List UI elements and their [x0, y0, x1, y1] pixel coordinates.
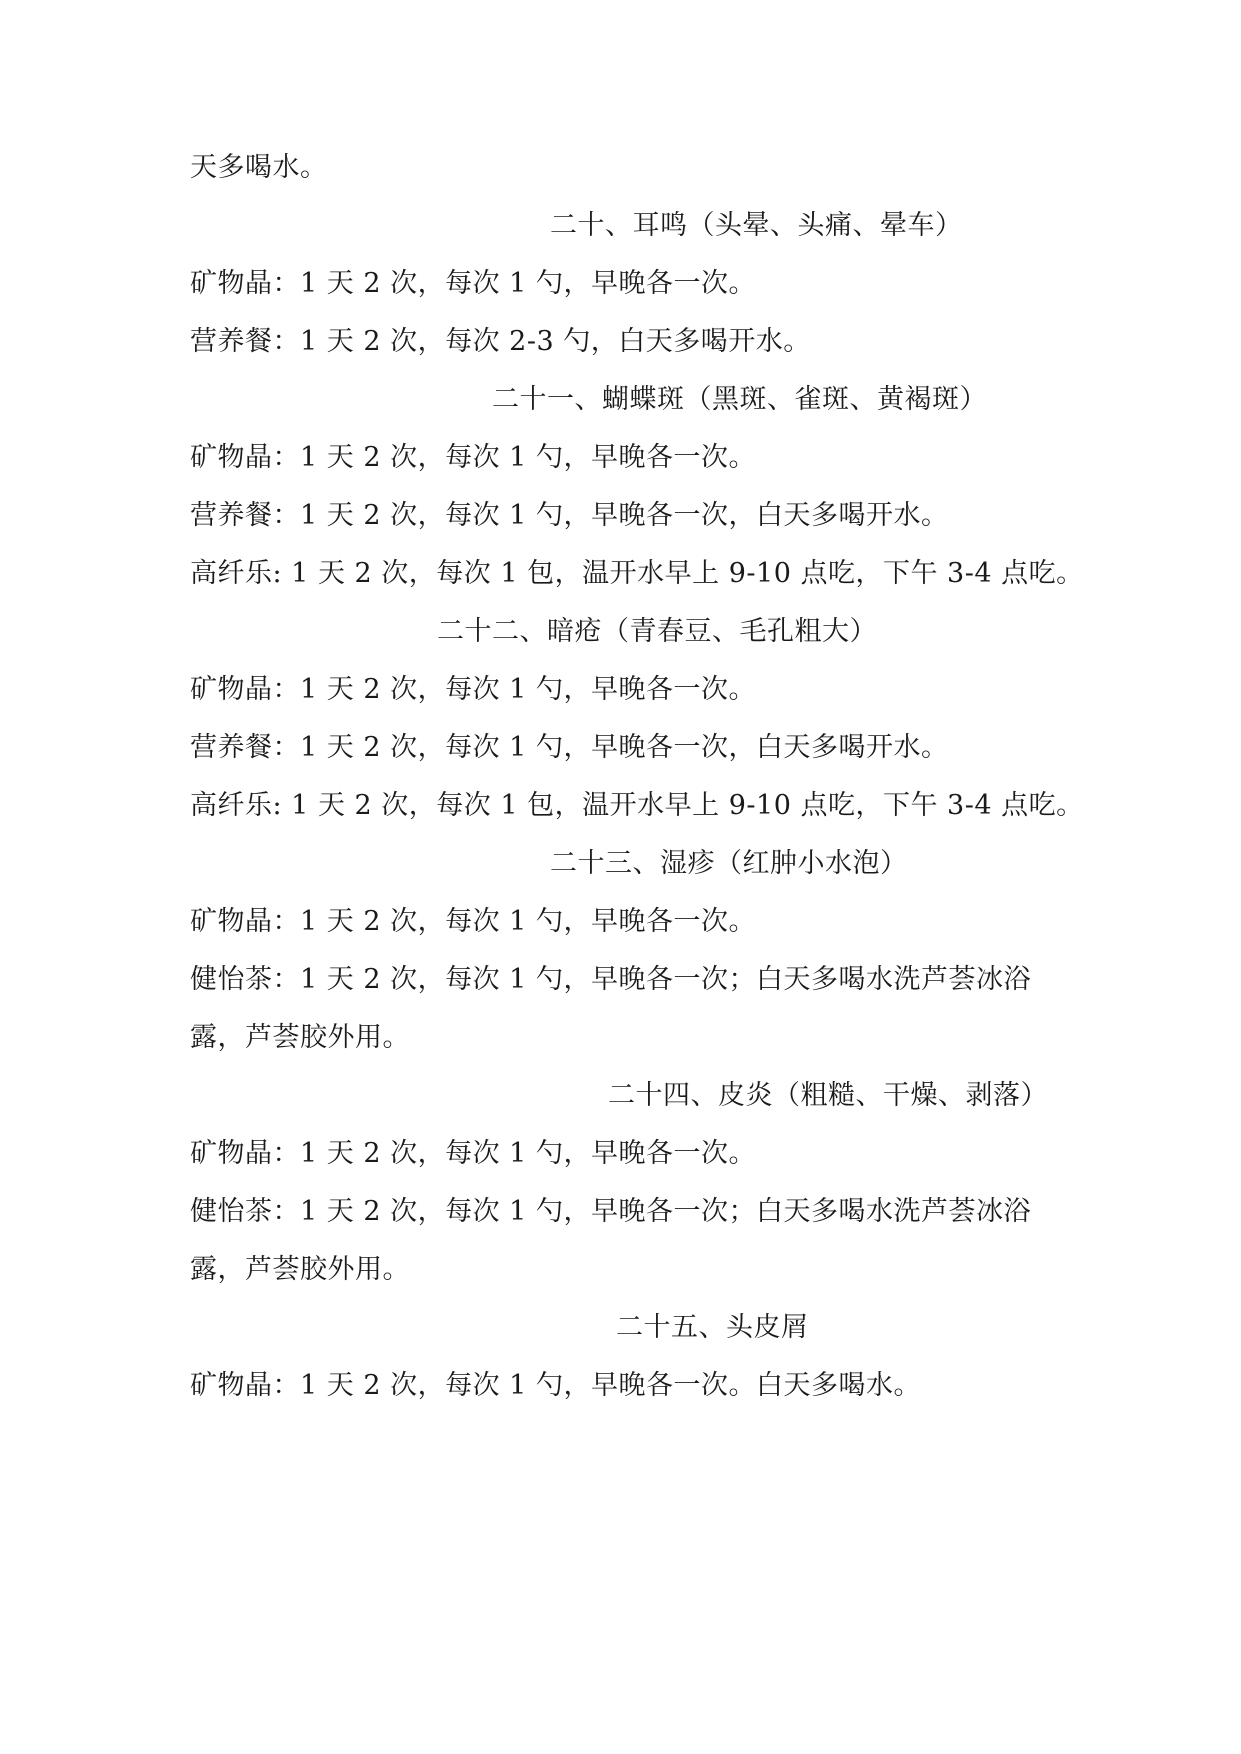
body-line: 露，芦荟胶外用。	[190, 1254, 410, 1285]
body-line: 矿物晶：1 天 2 次，每次 1 勺，早晚各一次。	[190, 1138, 756, 1169]
body-line: 矿物晶：1 天 2 次，每次 1 勺，早晚各一次。白天多喝水。	[190, 1370, 921, 1401]
body-line: 营养餐：1 天 2 次，每次 2-3 勺，白天多喝开水。	[190, 326, 811, 357]
section-heading-24: 二十四、皮炎（粗糙、干燥、剥落）	[608, 1080, 1048, 1111]
section-heading-22: 二十二、暗疮（青春豆、毛孔粗大）	[437, 616, 877, 647]
section-heading-23: 二十三、湿疹（红肿小水泡）	[550, 848, 908, 879]
body-line: 健怡茶：1 天 2 次，每次 1 勺，早晚各一次；白天多喝水洗芦荟冰浴	[190, 1196, 1031, 1227]
body-line: 矿物晶：1 天 2 次，每次 1 勺，早晚各一次。	[190, 906, 756, 937]
body-line: 天多喝水。	[190, 152, 328, 183]
body-line: 矿物晶：1 天 2 次，每次 1 勺，早晚各一次。	[190, 442, 756, 473]
body-line: 营养餐：1 天 2 次，每次 1 勺，早晚各一次，白天多喝开水。	[190, 500, 949, 531]
body-line: 矿物晶：1 天 2 次，每次 1 勺，早晚各一次。	[190, 268, 756, 299]
body-line: 营养餐：1 天 2 次，每次 1 勺，早晚各一次，白天多喝开水。	[190, 732, 949, 763]
section-heading-20: 二十、耳鸣（头晕、头痛、晕车）	[550, 210, 963, 241]
section-heading-21: 二十一、蝴蝶斑（黑斑、雀斑、黄褐斑）	[492, 384, 987, 415]
body-line: 高纤乐: 1 天 2 次，每次 1 包，温开水早上 9-10 点吃，下午 3-4 点吃。	[190, 790, 1084, 821]
body-line: 矿物晶：1 天 2 次，每次 1 勺，早晚各一次。	[190, 674, 756, 705]
body-line: 高纤乐: 1 天 2 次，每次 1 包，温开水早上 9-10 点吃，下午 3-4 点吃。	[190, 558, 1084, 589]
section-heading-25: 二十五、头皮屑	[616, 1312, 809, 1343]
body-line: 露，芦荟胶外用。	[190, 1022, 410, 1053]
body-line: 健怡茶：1 天 2 次，每次 1 勺，早晚各一次；白天多喝水洗芦荟冰浴	[190, 964, 1031, 995]
